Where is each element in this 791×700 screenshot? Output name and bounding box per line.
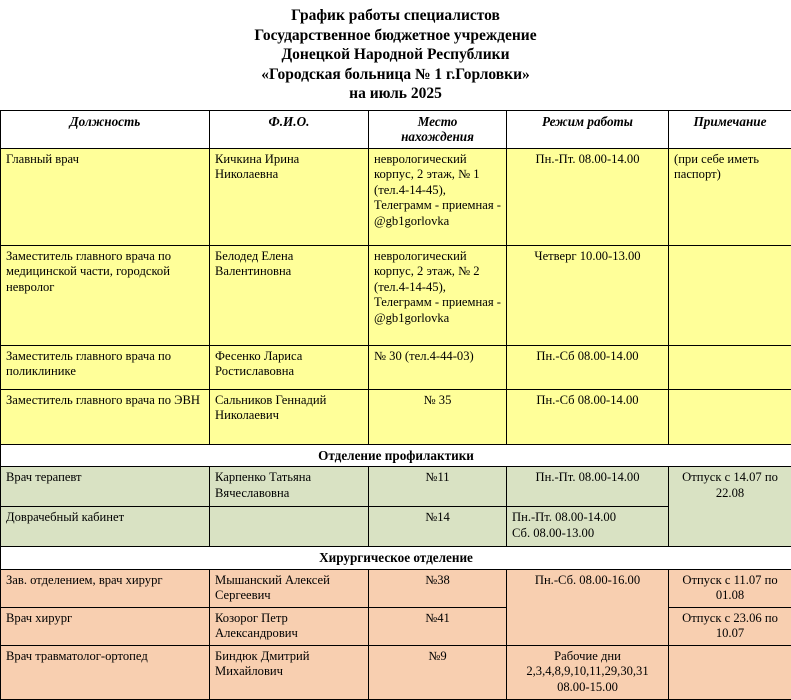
cell-position: Заместитель главного врача по ЭВН (1, 389, 210, 444)
cell-schedule: Пн.-Пт. 08.00-14.00 (507, 148, 669, 245)
cell-location: №14 (369, 507, 507, 547)
table-row (1, 645, 791, 699)
table-row (1, 148, 791, 245)
document-title (0, 0, 791, 110)
cell-position: Зав. отделением, врач хирург (1, 569, 210, 607)
table-row (1, 467, 791, 507)
table-row (1, 607, 791, 645)
cell-position: Врач хирург (1, 607, 210, 645)
title-line-5: на июль 2025 (0, 84, 791, 104)
cell-position: Врач травматолог-ортопед (1, 645, 210, 699)
title-line-4: «Городская больница № 1 г.Горловки» (0, 65, 791, 85)
cell-schedule-line1: Рабочие дни (554, 649, 621, 663)
column-header-fio: Ф.И.О. (210, 110, 369, 148)
schedule-table (0, 110, 791, 700)
column-header-location (369, 110, 507, 148)
cell-fio: Козорог Петр Александрович (210, 607, 369, 645)
cell-location: неврологический корпус, 2 этаж, № 2 (тел.4-14-45), Телеграмм - приемная - @gb1gorlovka (369, 245, 507, 345)
cell-fio: Фесенко Лариса Ростиславовна (210, 345, 369, 389)
cell-location: неврологический корпус, 2 этаж, № 1 (тел.4-14-45), Телеграмм - приемная - @gb1gorlovka (369, 148, 507, 245)
cell-schedule: Пн.-Пт. 08.00-14.00 (507, 467, 669, 507)
cell-fio: Карпенко Татьяна Вячеславовна (210, 467, 369, 507)
column-header-note: Примечание (669, 110, 791, 148)
cell-note (669, 245, 791, 345)
cell-schedule (507, 645, 669, 699)
cell-position: Заместитель главного врача по поликлинике (1, 345, 210, 389)
cell-location: №41 (369, 607, 507, 645)
cell-schedule: Пн.-Сб 08.00-14.00 (507, 345, 669, 389)
title-line-3: Донецкой Народной Республики (0, 45, 791, 65)
cell-note: (при себе иметь паспорт) (669, 148, 791, 245)
cell-schedule-line1: Пн.-Пт. 08.00-14.00 (512, 510, 616, 524)
title-line-1: График работы специалистов (0, 6, 791, 26)
cell-note: Отпуск с 23.06 по 10.07 (669, 607, 791, 645)
table-body (1, 148, 791, 699)
table-row (1, 345, 791, 389)
section-title-prevention: Отделение профилактики (1, 444, 791, 467)
cell-schedule: Четверг 10.00-13.00 (507, 245, 669, 345)
section-band-row-prevention (1, 444, 791, 467)
cell-location: № 30 (тел.4-44-03) (369, 345, 507, 389)
cell-location: №9 (369, 645, 507, 699)
cell-note: Отпуск с 14.07 по 22.08 (669, 467, 791, 547)
cell-schedule (507, 507, 669, 547)
cell-note (669, 389, 791, 444)
cell-fio: Белодед Елена Валентиновна (210, 245, 369, 345)
cell-fio (210, 507, 369, 547)
cell-schedule-line2: Сб. 08.00-13.00 (512, 526, 594, 540)
cell-schedule-line3: 08.00-15.00 (557, 680, 618, 694)
cell-schedule: Пн.-Сб. 08.00-16.00 (507, 569, 669, 645)
table-header (1, 110, 791, 148)
cell-note: Отпуск с 11.07 по 01.08 (669, 569, 791, 607)
section-title-surgery: Хирургическое отделение (1, 547, 791, 570)
table-header-row (1, 110, 791, 148)
cell-location: № 35 (369, 389, 507, 444)
cell-position: Заместитель главного врача по медицинской части, городской невролог (1, 245, 210, 345)
cell-schedule: Пн.-Сб 08.00-14.00 (507, 389, 669, 444)
table-row (1, 389, 791, 444)
cell-fio: Сальников Геннадий Николаевич (210, 389, 369, 444)
cell-fio: Биндюк Дмитрий Михайлович (210, 645, 369, 699)
column-header-location-line2: нахождения (401, 129, 474, 144)
table-row (1, 245, 791, 345)
cell-note (669, 345, 791, 389)
section-band-row-surgery (1, 547, 791, 570)
cell-position: Доврачебный кабинет (1, 507, 210, 547)
cell-schedule-line2: 2,3,4,8,9,10,11,29,30,31 (526, 664, 648, 678)
cell-position: Главный врач (1, 148, 210, 245)
column-header-position: Должность (1, 110, 210, 148)
column-header-location-line1: Место (418, 114, 458, 129)
cell-position: Врач терапевт (1, 467, 210, 507)
title-line-2: Государственное бюджетное учреждение (0, 26, 791, 46)
cell-note (669, 645, 791, 699)
column-header-schedule: Режим работы (507, 110, 669, 148)
cell-location: №38 (369, 569, 507, 607)
table-row (1, 569, 791, 607)
cell-fio: Мышанский Алексей Сергеевич (210, 569, 369, 607)
cell-fio: Кичкина Ирина Николаевна (210, 148, 369, 245)
cell-location: №11 (369, 467, 507, 507)
